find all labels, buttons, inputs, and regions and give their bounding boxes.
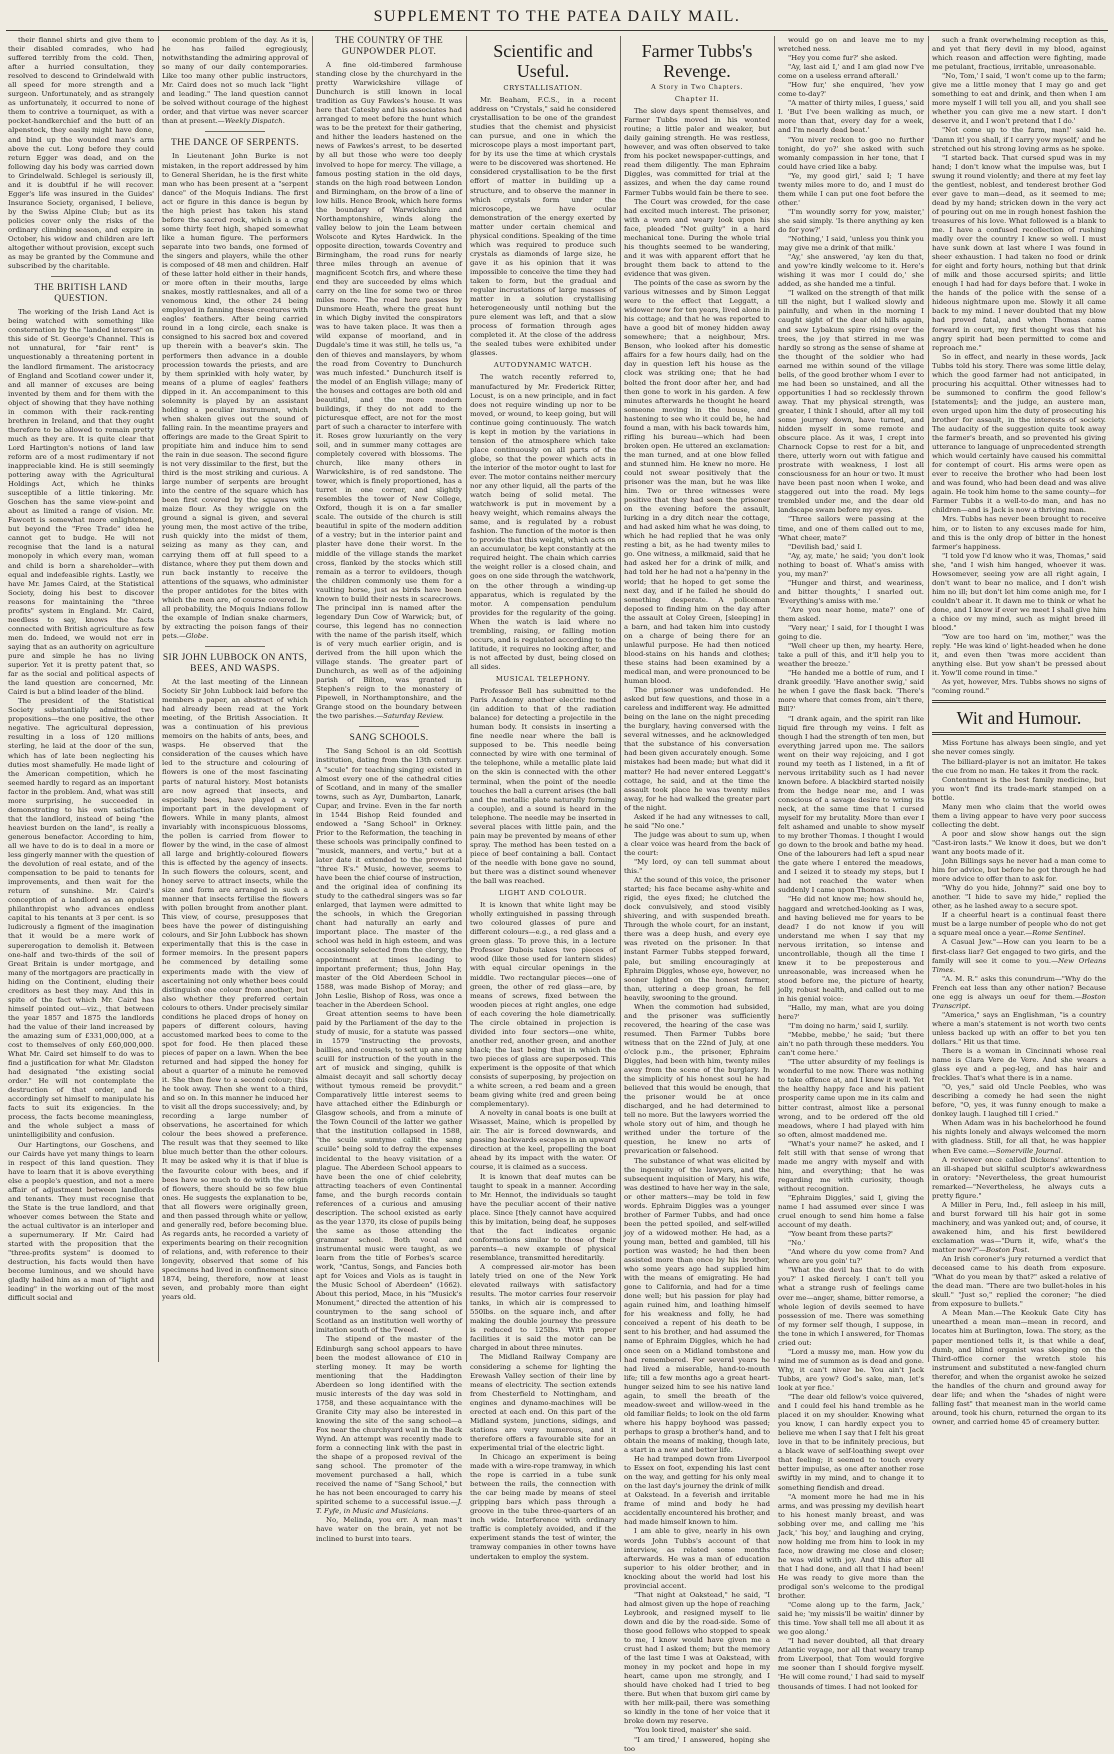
column-4 [470, 36, 616, 1561]
joke: "America," says an Englishman, "is a country where a man's statement is not worth two cents unless backed up with an offer to bet you ten dollars." Hit us that time. [932, 1010, 1106, 1046]
paragraph: "I had never doubted, all that dreary Atlantic voyage, nor all that weary tramp from Liverpool, that Tom would forgive me sooner than I should forgive myself. 'He will come round,' I had said to myself thousands of times. I had not looked for [778, 1637, 924, 1691]
column-divider [928, 36, 929, 1362]
paragraph: "My lord, oy can tell summat about this." [624, 857, 770, 876]
paragraph: "You niver reckon to goo no further tonight, do yo?' she asked with such womanly compassion in her tone, that I could have cried like a baby. [778, 135, 924, 171]
joke: A reviewer once called Dickens' attention to an ill-shaped but skilful sculptor's awkwardness in oratory: "Nevertheless, the great humourist remarked—"Nevertheless, he always cuts a pretty figure." [932, 1155, 1106, 1200]
divider [932, 700, 1106, 703]
paragraph: The judge was about to sum up, when a clear voice was heard from the back of the court: [624, 830, 770, 857]
paragraph: It is known that white light may be wholly extinguished in passing through two coloured glasses of pure and different colours—e.g., a red glass and a green glass. To prove this, in a lecture Professor Dubois takes two pieces of wood (like those used for lantern slides) with equal circular openings in the middle. Two rectangular pieces—one of green, the other of red glass—are, by means of screws, fixed between the wooden pieces at right angles, one edge of each covering the hole diametrically. The circle obtained in projection is divided into four sectors—one white, another red, another green, and another black; the last being that in which the two pieces of glass are superposed. This experiment is the opposite of that which consists of superposing, by projection on a white screen, a red beam and a green beam giving white (red and green being complementary). [470, 901, 616, 1109]
paragraph: When the commotion had subsided, and the prisoner was sufficiently recovered, the hearing of the case was resumed. Then Farmer Tubbs bore witness that on the 22nd of July, at one o'clock p.m., the prisoner, Ephraim Diggles, had been with him, twenty miles away from the scene of the burglary. In the simplicity of his honest soul he had believed that this would be enough, that the prisoner would be at once discharged, and he had determined to tell no more. But the lawyers worried the whole story out of him, and though he writhed under the torture of the question, he knew no arts of prevarication or falsehood. [624, 1002, 770, 1156]
paragraph: "I walked on the strength of that milk till the night, but I walked slowly and painfully, and when in the morning I caught sight of the dear old hills again, and saw Lybakum spire rising over the trees, the joy that stirred in me was hardly so strong as the sense of shame at the thought of the soldier who had earned me within sound of the village bells, of the good brother whom I ever to me had been so unstained, and all the opportunities I had so recklessly thrown away. That my physical strength, was greater, I think I should, after all my toil some journey down, have turned, and hidden myself in some remote and obscure place. As it was, I crept into Charnock Copse to rest for a bit, and there, utterly worn out with fatigue and prostrate with weakness, I lost all consciousness for an hour or two. It must have been past noon when I woke, and staggered out into the road. My legs trembled under me, and the dear old landscape swam before my eyes. [778, 289, 924, 515]
paragraph: "No.' [788, 1239, 806, 1248]
paragraph: "I'm doing no harm,' said I, surlily. [788, 1022, 909, 1031]
paragraph: The substance of what was elicited by the ingenuity of the lawyers, and the subsequent inquisition of Mary, his wife, was destined to have her way in the sale, or other matters—may be told in few words. Ephraim Diggles was a younger brother of Farmer Tubbs, and had once been the petted spoiled, and self-willed joy of a widowed mother. He had, as a young man, betted and gambled, till his portion was wasted; he had then been assisted more than once by his brother, who some years ago had supplied him with the means of emigrating. He had gone to California, and had for a time done well; but his passion for play had again ruined him, and loathing himself for his weakness and folly, he had conceived a repent of his death to be sent to his brother, and had assumed the name of Ephraim Diggles, which he had once seen on a Midland tombstone and had remembered. For several years he had lived a miserable, hand-to-mouth life; till a few months ago a great heart-hunger seized him to see his native land again, to smell the breath of the meadow-sweet and willow-weed in the old familiar fields; to look on the old farm where his happy boyhood was passed; perhaps to grasp a brother's hand, and to obtain the means of making, though late, a start in a new and better life. [624, 1156, 770, 1455]
paragraph: such a frank overwhelming reception as this, and yet that fiery devil in my blood, against which reason and affection were fighting, made me petulant, fractious, irritable, unreasonable. [932, 36, 1106, 72]
paragraph [162, 152, 308, 641]
subheading: AUTODYNAMIC WATCH. [493, 361, 593, 370]
joke [932, 911, 1106, 938]
source-credit: Somerville Journal. [995, 1146, 1064, 1155]
paragraph: "Ye, my good girl,' said I; 'I have twenty miles more to do, and I must do them while I can put one foot before the other.' [778, 171, 924, 207]
paragraph: The points of the case as sworn by the various witnesses and by Simon Leggat were to the effect that Leggatt, a widower now for ten years, lived alone in his cottage; and that he was reported to have a good bit of money hidden away somewhere; that a neighbour, Mrs. Benson, who looked after his domestic affairs for a few hours daily, had on the day in question left his house as the clock was striking one; that he had bolted the front door after her, and had then gone to work in his garden. A few minutes afterwards he thought he heard someone moving in the house, and hastening to see who it could be, he had found a man, with his back towards him, rifling his bureau—which had been broken open. He uttered an exclamation: the man turned, and at one blow felled and stunned him. He knew no more. He could not swear positively that the prisoner was the man, but he was like him. Two or three witnesses were positive that they had seen the prisoner on the evening before the assault, lurking in a dry ditch near the cottage, and had asked him what he was doing, to which he had replied that he was only resting a bit, as he had twenty miles to go. One witness, a milkmaid, said that he had asked her for a drink of milk, and had told her he had not a ha'penny in the world; that he hoped to get some the next day, and if he failed he should do something desperate. A policeman deposed to finding him on the day after the assault at Coley Green, [sleeping] in a barn, and had taken him into custody on a charge of being there for an unlawful purpose. He had then noticed blood-stains on his hands and clothes; these stains had been examined by a medical man, and were pronounced to be human blood. [624, 278, 770, 686]
joke-text: "A. M. R." asks this conundrum—"Why do the French eat less than any other nation? Because one egg is always un oeuf for them.— [932, 974, 1106, 1001]
divider [359, 726, 419, 727]
column-divider [158, 36, 159, 1362]
paragraph: "Hallo, my man, what are you doing here?' [778, 1004, 924, 1022]
paragraph: Professor Bell has submitted to the Paris Academy another electric method (in addition to that of the radiation balance) for detecting a projectile in the human body. It consists in inserting a fine needle near where the ball is supposed to be. This needle being connected by wire with one terminal of the telephone, while a metallic plate laid on the skin is connected with the other terminal, when the point of the needle touches the ball a current arises (the ball and the metallic plate naturally forming a couple), and a sound is heard in the telephone. The needle may be inserted in several places with little pain, and the pain may be prevented by means of ether spray. The method has been tested on a piece of beef containing a ball. Contact of the needle with bone gave no sound, but there was a distinct sound whenever the ball was reached. [470, 687, 616, 886]
paragraph: "A matter of thirty miles, I guess,' said I. 'But I've been walking as much, or more than that, every day for a week, and I'm nearly dead beat.' [778, 99, 924, 135]
paragraph: "And where du yow come from? And where are you goin' tu?' [778, 1248, 924, 1266]
paragraph: "Nothing,' I said, 'unless you think you may give me a drink of that milk.' [778, 235, 924, 253]
paragraph: "Hey you come fur?' she asked. [788, 54, 898, 63]
paragraph: He had tramped down from Liverpool to Essex on foot, expending his last cent on the way, and getting for his only meal on the last day's journey the drink of milk at Oakstead. In a feverish and irritable frame of mind and body he had accidentally encountered his brother, and had made himself known to him. [624, 1455, 770, 1527]
paragraph: The slow days spent themselves, and Farmer Tubbs moved in his wonted routine; a little paler and weaker, but daily gaining strength. He was restless, however, and was often observed to take from his pocket newspaper-cuttings, and read them diligently. The man Ephraim Diggles, was committed for trial at the assizes, and when the day came round Farmer Tubbs would fain be there to see. [624, 107, 770, 197]
paragraph: The prisoner was undefended. He asked but few questions, and those in a careless and indifferent way. He admitted being on the lane on the night preceding the burglary, having conversed with the several witnesses, and he acknowledged that the substance of his conversation had been given accurately enough. Some mistakes had been made; but what did it matter? He had never entered Leggatt's cottage, he said, and at the time the assault took place he was twenty miles away, for he had walked the greater part of the night. [624, 686, 770, 812]
paragraph: The watch recently referred to, manufactured by Mr. Frederick Ritter, Locust, is on a new principle, and in fact does not require winding up nor to be moved, or wound, to keep going, but will continue going continuously. The watch is kept in motion by the variations in tension of the atmosphere which take place continuously on all parts of the globe, so that the power which acts in the interior of the motor ought to last for ever. The motor contains neither mercury nor any other liquid, all the parts of the watch being of solid metal. The watchwork is put in movement by a heavy weight, which remains always the same, and is regulated by a robust fashion. The function of the motor is then to provide that this weight, which acts on an accumulator, be kept constantly at the required height. The chain which carries the weight roller is a closed chain, and goes on one side through the watchwork, on the other through a winding-up apparatus, which is regulated by the motor. A compensation pendulum provides for the regularity of the going. When the watch is laid where no trembling, raising, or falling motion occurs, and is regulated according to the latitude, it requires no looking after, and is not affected by dust, being closed on all sides. [470, 373, 616, 671]
paragraph-text: economic problem of the day. As it is, he has failed egregiously, notwithstanding the admiring approval of so many of our daily contemporaries. Like too many other public instructors, Mr. Caird does not so much lack "light and leading." The land question cannot be solved without courage of the highest order, and that virtue was never scarcer than at present.— [162, 36, 308, 126]
column-5 [624, 36, 770, 1753]
paragraph: No, Melinda, you err. A man mas't have water on the brain, yet not be inclined to burst into tears. [316, 1516, 462, 1543]
paragraph [316, 61, 462, 721]
joke [932, 938, 1106, 974]
source-credit: Saturday Review. [383, 712, 444, 721]
source-credit: Boston Post. [985, 1246, 1030, 1255]
paragraph: The Court was crowded, for the case had excited much interest. The prisoner, with a worn and weary look upon his face, pleaded "Not guilty" in a hard mechanical tone. During the whole trial his thoughts seemed to be wandering, and it was with apparent effort that he brought them back to attend to the evidence that was given. [624, 197, 770, 278]
paragraph: "Devilish bad,' said I. [788, 542, 863, 551]
joke: Contentment is the best family medicine, but you won't find its trade-mark stamped on a bottle. [932, 775, 1106, 802]
paragraph: A novelty in canal boats is one built at Wisasset, Maine, which is propelled by air. The air is forced downwards, and passing backwards escapes in an upward direction at the keel, propelling the boat ahead by its impact with the water. Of course, it is claimed as a success. [470, 1109, 616, 1172]
joke: An Irish coroner's jury returned a verdict that deceased came to his death from exposure. "What do you mean by that?" asked a relative of the dead man. "There are two bullet-holes in his skull." "Just so," replied the coroner; "he died from exposure to bullets." [932, 1255, 1106, 1309]
column-6 [778, 36, 924, 1691]
paragraph: "Mebbe, mebbe,' he said; 'but there ain't no path through these medders. You can't come here.' [778, 1031, 924, 1058]
paragraph: "Hunger and thirst, and weariness, and bitter thoughts,' I snarled out. 'Everything's amiss with me.' [778, 578, 924, 605]
column-1 [8, 36, 154, 1362]
source-credit: Rome Sentinel. [1032, 929, 1086, 938]
source-credit: Weekly Dispatch. [224, 117, 285, 126]
divider [205, 131, 265, 132]
joke: There is a woman in Cincinnati whose real name is Clara Vere de Vere. And she wears a glass eye and a peg-leg, and has hair and freckles. That's what there is in a name. [932, 1047, 1106, 1083]
joke [932, 1119, 1106, 1155]
paragraph: At the sound of this voice, the prisoner started; his face became ashy-white and rigid, the eyes fixed; he clutched the dock convulsively, and stood visibly shivering, and with suspended breath. Through the whole court, for an instant, there was a deep hush, and every eye was riveted on the prisoner. In that instant Farmer Tubbs stepped forward, pale, but smiling encouragingly at Ephraim Diggles, whose eye, however, no sooner lighted on the honest farmer, than, uttering a deep groan, he fell heavily, swooning to the ground. [624, 876, 770, 1002]
paragraph: "That night at Oakstead," he said, "I had almost given up the hope of reaching Leybrook, and resigned myself to lie down and die by the road-side. Some of those good fellows who stopped to speak to me, I know would have given me a crust had I asked them; but the memory of the last time I was at Oakstead, with money in my pocket and hope in my heart, came upon me strongly, and I should have choked had I tried to beg there. But when that buxom girl came by with her milk-pail, there was something so kindly in the tone of her voice that it broke down my reserve. [624, 1590, 770, 1726]
paragraph: "Ay,' she answered, 'ay ken du that, and yow're kindly welcome to it. Here's wishing it was mor I could do,' she added, as she handed me a tinful. [778, 253, 924, 289]
paragraph: "Three sailors were passing at the time, and one of them called out to me, 'What cheer, mate?' [778, 515, 924, 542]
subheading: MUSICAL TELEPHONY. [495, 675, 591, 683]
article-heading: THE BRITISH LAND QUESTION. [34, 283, 128, 305]
paragraph-text: The stipend of the master of the Edinburgh sang school appears to have been the modest allowance of £10 in sterling money. It may be worth mentioning that the Haddington Aberdeen so long identified with the music interests of the day was sold in 1758, and these acquaintance with the Granite City may also be interested in knowing the site of the sang school—a Fox near the churchyard wall in the Back Wynd. An attempt was recently made to form a connecting link with the past in the shape of a proposed revival of the sang school. The promoter of the movement purchased a hall, which received the name of "Sang School," but he has not been encouraged to carry his spirited scheme to a successful issue.— [316, 1335, 462, 1507]
column-divider [620, 36, 621, 1362]
joke: A poor and slow show hangs out the sign "Cast-iron lasts." We know it does, but we don't want any boots made of it. [932, 829, 1106, 856]
paragraph: "Ay, ay, mate,' he said; 'you don't look nothing to boast of. What's amiss with you, my man?' [778, 551, 924, 578]
source-credit: Boston Transcript. [932, 992, 1106, 1010]
section-title: Wit and Humour. [956, 708, 1082, 729]
paragraph: In Chicago an experiment is being made with a wire-rope tramway, in which the rope is carried in a tube sunk between the rails, the connection with the car being made by means of steel gripping bars which pass through a groove in the tube three-quarters of an inch wide. Interference with ordinary traffic is completely avoided, and if the experiment stands the test of winter, the tramway companies in other towns have undertaken to employ the system. [470, 1452, 616, 1561]
joke [932, 975, 1106, 1011]
column-divider [466, 36, 467, 1362]
column-2 [162, 36, 308, 1362]
article-heading: SIR JOHN LUBBOCK ON ANTS, BEES, AND WASPS. [162, 653, 308, 674]
paragraph: It is known that deaf mutes can be taught to speak in a manner. According to Mr. Hennot, the individuals so taught have the peculiar accent of their native place. Since [the]y cannot have acquired this by imitation, being deaf, he supposes that the fact indicates organic conformations similar to those of their parents—a new example of physical resemblance, transmitted hereditarily. [470, 1172, 616, 1262]
article-heading: THE COUNTRY OF THE GUNPOWDER PLOT. [334, 36, 444, 57]
chapter-heading: Chapter II. [674, 95, 720, 104]
paragraph: At the last meeting of the Linnean Society Sir John Lubbock laid before the members a paper, an abstract of which had already been read at the York meeting, of the British Association. It was a continuation of his previous memoirs on the habits of ants, bees, and wasps. He observed that the consideration of the causes which have led to the structure and colouring of flowers is one of the most fascinating parts of natural history. Most botanists are now agreed that insects, and especially bees, have played a very important part in the development of flowers. While in many plants, almost invariably with inconspicuous blossoms, the pollen is carried from flower to flower by the wind, in the case of almost all large and brightly-coloured flowers this is effected by the agency of insects. In such flowers the colours, scent, and honey serve to attract insects, while the size and form are arranged in such a manner that insects fertilise the flowers with pollen brought from another plant. This view, of course, presupposes that bees have the power of distinguishing colours, and Sir John Lubbock has shown experimentally that this is the case in former memoirs. In the present papers he commenced by detailing some experiments made with the view of ascertaining not only whether bees could distinguish one colour from another, but also whether they preferred certain colours to others. Under precisely similar conditions he placed drops of honey on papers of different colours, having accustomed marked bees to come to the spot for food. He then placed these pieces of paper on a lawn. When the bee returned and had sipped the honey for about a quarter of a minute he removed it. She then flew to a second colour; this he took away. Then she went to a third, and so on. In this manner he induced her to visit all the drops successively; and, by recording a large number of observations, he ascertained for which colour the bees showed a preference. The result was that they seemed to like blue much better than the other colours. It may be asked why it is that if blue is the favourite colour with bees, and if bees have so much to do with the origin of flowers, there should be so few blue ones. He suggests the explanation to be, that all flowers were originally green, and then passed through white or yellow, and generally red, before becoming blue. As regards ants, he recorded a variety of experiments bearing on their recognition of relations, and, with reference to their longevity, observed that some of his specimens had lived in confinement since 1874, being, therefore, now at least seven, and probably more than eight years old. [162, 678, 308, 1302]
joke: "Why do you hide, Johnny?" said one boy to another. "I hide to save my hide," replied the other, as he lashed away to a secure spot. [932, 884, 1106, 911]
paragraph: would go on and leave me to my wretched ness. [778, 36, 924, 54]
paragraph [162, 36, 308, 126]
joke [932, 1201, 1106, 1255]
paragraph: "I told yow I'd know who it was, Thomas," said she, "and I wish him hanged, whoever it was. Howsomever, seeing yow are all right again, I don't want to bear no malice, and I don't wish him no ill; but don't let him come anigh me, for I couldn't abear it. It dawn me to think or what he done, and I know if ever we meet I shall give him a chice ov my mind, such as might breed ill blood." [932, 551, 1106, 633]
paragraph: "Are you near home, mate?' one of them asked. [778, 605, 924, 623]
paragraph: "Ay, last aid I,' and I am glad now I've come on a useless errand afterall.' [778, 63, 924, 81]
paragraph: "Yow are too hard on 'im, mother," was the reply. "He was kind o' light-headed when he done it, and even then 'twas more accident than anything else. But yow shan't be pressed about it. Yow'll come round in time." [932, 633, 1106, 678]
paragraph: "No, Tom,' I said, 'I won't come up to the farm; give me a little money that I may go and get something to eat and drink, and then when I am more myself I will tell you all, and you shall see whether you can give me a new start. I don't deserve it, and I won't pretend that I do.' [932, 72, 1106, 126]
subheading: CRYSTALLISATION. [503, 84, 583, 92]
paragraph: "What's your name?' he asked, and I felt still with that sense of wrong that made me angry with myself and with him, and everything; that he was regarding me with curiosity, though without recognition. [778, 1139, 924, 1193]
paragraph: "I started back. That cursed spud was in my hand; I don't know what the impulse was, but I swung it round violently; and there at my feet lay the gentlest, noblest, and tenderest brother God ever gave to man—dead, as it seemed to me; dead by my hand; stricken down in the very act of pouring out on me in rough honest fashion the treasures of his love. What followed is a blank to me. I have a confused recollection of rushing madly over the country I knew so well. I must have sunk down at last where I was found in sheer exhaustion. I had taken no food or drink for eight and forty hours, nothing but that drink of milk and those accursed spirits; and little enough I had had for days before that. I woke in the hands of the police with the sense of a hideous nightmare upon me. Slowly it all came back to my mind. I never doubted that my blow had proved fatal, and when Thomas came forward in court, my first thought was that his angry spirit had been permitted to come and reproach me." [932, 153, 1106, 352]
paragraph: "You look tired, maister' she said. [634, 1726, 752, 1735]
paragraph-text: A fine old-timbered farmhouse standing close by the churchyard in the pretty Warwickshire village of Dunchurch is still known in local tradition as Guy Fawkes's house. It was here that Catesby and his associates had arranged to meet before the hunt which was to be the pretext for their gathering, and hither the leaders hastened on the news of Fawkes's arrest, to be deserted by all but those who were too deeply involved to hope for mercy. The village, a famous posting station in the old days, stands on the high road between London and Birmingham, on the brow of a line of low hills. Hence Brook, which here forms the boundary of Warwickshire and Northamptonshire, winds along the valley below to join the Leam between Wolscote and Kytes Hardwick. In the opposite direction, towards Coventry and Birmingham, the road runs for nearly three miles through an avenue of magnificent Scotch firs, and where these end they are succeeded by elms which carry on the line for some two or three miles more. The road here passes by Dunsmore Heath, where the great hunt in which Digby invited the conspirators was to have taken place. It was then a wild expanse of moorland, and in Dugdale's time it was still, he tells us, "a den of thieves and manslayers, by whom the road from Coventry to Dunchurch was much infested." Dunchurch itself is the model of an English village; many of the houses and cottages are both old and beautiful, and the more modern buildings, if they do not add to the picturesque effect, are not for the most part of such a character to interfere with it. Roses grow luxuriantly on the very soil, and in summer many cottages are completely covered with blossoms. The church, like many others in Warwickshire, is of red sandstone. The tower, which is finely proportioned, has a turret in one corner, and slightly resembles the tower of New College, Oxford, though it is on a far smaller scale. The outside of the church is still beautiful in spite of the modern addition of a vestry; but in the interior paint and plaster have done their worst. In the middle of the village stands the market cross, flanked by the stocks which still remain as a terror to evildoers, though the children commonly use them for a vaulting horse, just as birds have been known to build their nests in scarecrows. The principal inn is named after the legendary Dun Cow of Warwick; but, of course, this legend has no connection with the name of the parish itself, which is of very much earlier origin, and is derived from the hill upon which the village stands. The greater part of Dunchurch, as well as of the adjoining parish of Bilton, was granted in Stephen's reign to the monastery of Pipewell, in Northamptonshire, and the Grange stood on the boundary between the two parishes.— [316, 61, 462, 721]
paragraph: "I am tired,' I answered, hoping she too [624, 1735, 770, 1753]
paragraph-text: In Lieutenant John Burke is not mistaken, in the report addressed by him to General Sheridan, he is the first white man who has been present at a "serpent dance" of the Moquis Indians. The first act or figure in this dance is begun by the high priest has taken his stand before the sacred rock, which is a crag some thirty feet high, shaped somewhat like a human figure. The performers separate into two bands, one formed of the singers and players, while the other is composed of 48 men and children. Half of these latter hold either in their hands, or more often in their mouths, large snakes, mostly rattlesnakes, and all of a venomous kind, the other 24 being employed in fanning these creatures with eagles' feathers. After being carried round in a long circle, each snake is consigned to his sacred box and covered up therein with a beaver's skin. The performers then advance in a double procession towards the priests, and are by them sprinkled with holy water, by means of a plume of eagles' feathers dipped in it. An accompaniment to this solemnity is played by an assistant holding a peculiar instrument, which when shaken gives out the sound of falling rain. In the meantime prayers and offerings are made to the Great Spirit to propitiate him and induce him to send the rain in due season. The second figure is not very dissimilar to the first, but the third is the most striking and curious. A large number of serpents are brought into the centre of the square which has been first covered by the squaws with maize flour. As they wriggle on the ground a signal is given, and several young men, the most active of the tribe, rush quickly into the midst of them, seizing as many as they can, and carrying them off at full speed to a distance, where they put them down and run back instantly to receive the attentions of the squaws, who administer the proper antidotes for the bites with which the men are, of course covered. In all probability, the Moquis Indians follow the example of Indian snake charmers, by extracting the poison fangs of their pets.— [162, 152, 308, 640]
joke-text: A Casual Jew."—How can you learn to be a first-class liar? Get engaged to two girls, and the family will see it come to you.— [932, 938, 1106, 965]
paragraph: "Ephraim Diggles,' said I, giving the name I had assumed ever since I was cruel enough to send him home a false account of my death. [778, 1194, 924, 1230]
story-subtitle: A Story in Two Chapters. [650, 83, 744, 91]
column-divider [774, 36, 775, 1362]
paragraph: "Not come up to the farm, man!' said he. 'Damn it! you shall, if I carry yow myself,' and he stretched out his strong loving arms as he spoke. [932, 126, 1106, 153]
divider [205, 646, 265, 647]
paragraph: "Yow beant from these parts?' [788, 1230, 893, 1239]
joke-text: When Adam was in his bachelorhood he found his nights lonely and always welcomed the morn with gladness. Still, for all that, he was happier when Eve came.— [932, 1119, 1106, 1155]
subheading: LIGHT AND COLOUR. [499, 889, 587, 898]
joke: "O, yes," said old Uncle Peebles, who was describing a comedy he had seen the night before, "O, yes, it was funny enough to make a donkey laugh. I laughed till I cried." [932, 1083, 1106, 1119]
paragraph: "I drank again, and the spirit ran like liquid fire through my veins. I felt as though I had the strength of ten men, but everything jarred upon me. The sailors went on their way rejoicing, and I got round my teeth as I listened, in a fit of nervous irritability such as I had never known before. A blackbird started noisily from the hedge near me, and I was conscious of a savage desire to wring its neck, at the same time that I cursed myself for my brutality. More than ever I felt ashamed and unable to show myself to my brother Thomas. I thought I would go down to the brook and bathe my head. One of the labourers had left a spud near the gate where I entered the meadows, and I seized it to steady my steps, but I had not reached the water when suddenly I came upon Thomas. [778, 714, 924, 895]
paragraph: Asked if he had any witnesses to call, he said "No one." [624, 812, 770, 830]
paragraph: "How fur,' she enquired, 'hev yow come to-day?' [778, 81, 924, 99]
paragraph: "Come along up to the farm, Jack,' said he; 'my missis'll be waitin' dinner by this time. Yow shall tell me all about it as we goo along.' [778, 1601, 924, 1637]
paragraph [316, 1335, 462, 1516]
column-3 [316, 36, 462, 1543]
paragraph: "A moment more he had me in his arms, and was pressing my devilish heart to his honest manly breast, and was sobbing over me, and calling me 'his Jack,' 'his boy,' and laughing and crying, now holding me from him to look in my face, now drawing me close and closer; he was wild with joy. And this after all that I had done, and all that I had been! He was ready to give more than the prodigal son's welcome to the prodigal brother. [778, 1492, 924, 1601]
paragraph: As yet, however, Mrs. Tubbs shows no signs of "coming round." [932, 678, 1106, 696]
article-heading: SANG SCHOOLS. [349, 733, 429, 744]
joke-text: If a cheerful heart is a continual feast there must be a large number of people who do not get a square meal once a year.— [932, 911, 1106, 938]
paragraph: Great attention seems to have been paid by the Parliament of the day to the study of music, for a statute was passed in 1579 "instructing the provosts, baillies, and counsels, to sett up ane sang scuill for instruction of the youth in the art of musick and singing, quhilk is almaist decayit and sall schortly decay without tymous remeid be provydit." Comparatively little interest seems to have attached either the Edinburgh or Glasgow schools, and from a minute of the Town Council of the latter we gather that the institution collapsed in 1588, "the scuile sumtyme callit the sang scuile" being sold to defray the expenses incidental to the heavy visitation of a plague. The Aberdeen School appears to have been the one of chief celebrity, attracting teachers of even Continental fame, and the burgh records contain references of a curious and amusing description. The school existed as early as the year 1370, its close of pupils being the same as those attending the grammar school. Both vocal and instrumental music were taught, as we learn from the title of Forbes's scarce work, "Cantus, Songs, and Fancies both apt for Voices and Viols as is taught in the Music School of Aberdeen" (1662). About this period, Mace, in his "Musick's Monument," directed the attention of his countrymen to the sang school of Scotland as an institution well worthy of imitation south of the Tweed. [316, 1009, 462, 1335]
paragraph: The working of the Irish Land Act is being watched with something like consternation by the "landed interest" on this side of St. George's Channel. This is not unnatural, for "fair rent" is unquestionably a threatening portent in the landlord firmament. The aristocracy of England and Scotland cower under it, and all manner of excuses are being invented by them and for them with the object of showing that they have nothing in common with their rack-renting brethren in Ireland, and that they ought therefore to be allowed to remain pretty much as they are. It is quite clear that Lord Hartington's notions of land law reform are of a most rudimentary if not inappreciable kind. He is still seemingly pottering away with the Agricultural Holdings Act, which he thinks susceptible of a little tinkering. Mr. Goschen has the same view-point and about as limited a range of vision. Mr. Fawcett is somewhat more enlightened, but beyond the "Free Trade" idea he cannot get to budge. He will not recognise that the land is a natural monopoly in which every man, woman and child is born a shareholder—with equal and indefeasible rights. Lastly, we have Mr. James Caird, at the Statistical Society, doing his best to discover reasons for maintaining the "three profits" system in England. Mr. Caird, needless to say, knows the facts connected with British agriculture as few men do. Indeed, we would not err in saying that as an authority on agriculture pure and simple he has no living superior. Yet it is pretty patent that, so far as the social and political aspects of the land question are concerned, Mr. Caird is but a blind leader of the blind. [8, 308, 154, 697]
paragraph: "He handed me a bottle of rum, and I drank greedily. 'Have another swig,' said he when I gave the flask back. 'There's more where that comes from, ain't there, Bill?' [778, 669, 924, 714]
paragraph: "What the devil has that to do with you?' I asked fiercely. I can't tell you what a strange rush of feelings came over me—anger, shame, bitter remorse, a whole legion of devils seemed to have possession of me. There was something of my former self though, I suppose, in the tone in which I answered, for Thomas cried out: [778, 1266, 924, 1347]
article-heading: THE DANCE OF SERPENTS. [170, 138, 300, 149]
joke: Many men who claim that the world owes them a living appear to have very poor success collecting the debt. [932, 802, 1106, 829]
joke: The billiard-player is not an imitator. He takes the cue from no man. He takes it from the rack. [932, 757, 1106, 775]
column-divider [312, 36, 313, 1362]
joke-text: A Miller in Peru, Ind., fell asleep in his mill, and burst forward till his hair got in some machinery, and was yanked out; and, of course, it awakened him, and his first bewildered exclamation was—"Durn it, wife, what's the matter now?"— [932, 1200, 1106, 1255]
column-7 [932, 36, 1106, 1426]
paragraph: "Very near,' I said, for I thought I was going to die. [778, 624, 924, 642]
source-credit: J. T. Fyfe, in Music and Musicians. [316, 1498, 462, 1516]
paragraph: The president of the Statistical Society substantially admitted two propositions—the one positive, the other negative. The agricultural depression, resulting in a loss of 120 millions sterling, he laid at the door of the sun, which has of late been neglecting his duties most shamefully. He made light of the American competition, which he seemed hardly to regard as an important factor in the problem. And, what was still more surprising, he succeeded in demonstrating to his own satisfaction that the landlord, instead of being "the heaviest burden on the land", is really a generous benefactor. According to him, all we have to do is to deal in a more or less gingerly manner with the question of the devolution of real estate, and of the compensation to be paid to tenants for improvements, and then wait for the return of sunshine. Mr. Caird's conception of a landlord as an opulent philanthropist who advances endless capital to his tenants at 3 per cent. is so ludicrously a figment of the imagination that it would be a mere work of supererogation to demolish it. Between one-half and two-thirds of the soil of Great Britain is under mortgage, and many of the mortgagors are practically in hiding on the Continent, eluding their creditors as best they may. And this in spite of the fact which Mr. Caird has himself pointed out—viz., that between the year 1857 and 1875 the landlords had the value of their land increased by the amazing sum of £331,000,000, at a cost to themselves of only £60,000,000. What Mr. Caird set himself to do was to find a justification for what Mr. Gladston had designated "the existing social order." He will not contemplate the destruction of that order, and he accordingly set himself to manipulate his facts to suit its exigencies. In the process, the facts become meaningless, and the whole subject a mass of unintelligibility and confusion. [8, 697, 154, 1140]
paragraph: "The dear old fellow's voice quivered, and I could feel his hand tremble as he placed it on my shoulder. Knowing what you know, I can hardly expect you to believe me when I say that I felt his great love in that to be infinitely precious, but a black wave of self-loathing swept over that feeling; it seemed to touch every better impulse, as one after another rose swiftly in my mind, and to change it to something fiendish and dread. [778, 1393, 924, 1492]
story-title: Farmer Tubbs's Revenge. [641, 41, 753, 81]
paragraph: "The utter absurdity of my feelings is wonderful to me now. There was nothing to take offence at, and I knew it well. Yet the healthy happy face and his patient prosperity came upon me in its calm and bitter contrast, almost like a personal wrong, and to be ordered off the old meadows, where I had played with him so often, almost maddened me. [778, 1058, 924, 1139]
paragraph: "Well cheer up then, my hearty. Here, take a pull of this, and it'll help you to weather the breeze.' [778, 642, 924, 669]
masthead: SUPPLEMENT TO THE PATEA DAILY MAIL. [373, 8, 741, 25]
paragraph: So in effect, and nearly in these words, Jack Tubbs told his story. There was some little delay, which the good farmer had not anticipated, in procuring his acquittal. Other witnesses had to be summoned to confirm the good fellow's [statements]; and the judge, an austere man, even urged upon him the duty of prosecuting his brother for assault, in the interests of society. The audacity of the suggestion quite took away the farmer's breath, and so prevented his giving utterance to language of unprecedented strength which would certainly have caused his committal for contempt of court. His arms were open as ever to receive the brother who had been lost and was found, who had been dead and was alive again. He took him home to the same county—for Farmer Tubbs it a well-to-do man, and has no children—and is Jack is now a thriving man. [932, 352, 1106, 515]
paragraph: The Midland Railway Company are considering a scheme for lighting the Erewash Valley section of their line by means of electricity. The section extends from Chesterfield to Nottingham, and engines and dynamo-machines will be erected at each end. On this part of the Midland system, junctions, sidings, and stations are very numerous, and it therefore offers a favourable site for an experimental trial of the electric light. [470, 1353, 616, 1452]
paragraph: A compressed air-motor has been lately tried on one of the New York elevated railways with satisfactory results. The motor carries four reservoir tanks, in which air is compressed to 550lbs. on the square inch, and after making the double journey the pressure is reduced to 125lbs. With proper facilities it is said the motor can be charged in about three minutes. [470, 1263, 616, 1353]
paragraph: "He did not know me; how should he, haggard and wretched-looking as I was, and having believed me for years to be dead? I do not know if you will understand me when I say that my nervous irritation, so intense and uncontrollable, though all the time I knew it to be preposterous and unreasonable, was increased when he stood before me, the picture of hearty, jolly, robust health, and called out to me in his genial voice: [778, 895, 924, 1003]
divider [51, 276, 111, 277]
paragraph: Mr. Beaham, F.C.S., in a recent address on "Crystals," said he considered crystallisation to be one of the grandest studies that the chemist and physicist can pursue, and one in which the microscope plays a most important part, for by its use the time at which crystals were to be discovered was shortened. He considered crystallisation to be the first effort of matter in building up a structure, and to observe the manner in which crystals form under the microscope, we have ocular demonstration of the energy exerted by matter under certain chemical and physical conditions. Speaking of the time which was required to produce such crystals as diamonds of large size, he gave it as his opinion that it was impossible to conceive the time they had taken to form, but the gradual and regular incrustations of large masses of matter in a solution crystallising heterogeneously until nothing but the pure element was left, and that a slow process of formation through ages completed it. At the close of the address the sealed tubes were exhibited under glasses. [470, 96, 616, 358]
paragraph: The Sang School is an old Scottish institution, dating from the 13th century. A "scule" for teaching singing existed in almost every one of the cathedral cities of Scotland, and in many of the smaller towns, such as Ayr, Dumbarton, Lanark, Cupar, and Irvine. Even in the far north in 1544 Bishop Reid founded and endowed a "Sang School" in Orkney. Prior to the Reformation, the teaching in these schools was principally confined to "musick, manners, and vertu," but at a later date it extended to the proverbial "three R's." Music, however, seems to have been the chief course of instruction, and the original idea of confining its study to the cathedral singers was so far enlarged, that laymen were admitted to the schools, in which the Gregorian chant had naturally an early and important place. The master of the school was held in high esteem, and was occasionally selected from the clergy, the appointment at times leading to important preferment; thus, John Hay, master of the Old Aberdeen School in 1588, was made Bishop of Moray; and John Leslie, Bishop of Ross, was once a teacher in the Aberdeen School. [316, 747, 462, 1009]
paragraph: I am able to give, nearly in his own words John Tubbs's account of that interview, as related some months afterwards. He was a man of education superior to his older brother, and in knocking about the world had lost his provincial accent. [624, 1527, 770, 1590]
source-credit: New Orleans Times. [932, 956, 1106, 974]
paragraph: "I'm woundly sorry for yow, maister,' she said simply. 'Is there anything ay ken do for yow?' [778, 207, 924, 234]
joke: A Mean Man.—The Keokuk Gate City has unearthed a mean man—mean in record, and locates him at Burlington, Iowa. The story, as the paper mentioned tells it, is that while a deaf, dumb, and blind organist was sleeping on the Third-office corner the wretch stole his instrument and substituted a new-fangled churn therefor, and when the organist awoke he seized the handles of the churn and ground away for dear life; and when the "shades of night were falling fast" that meanest man in the world came around, took his churn, returned the organ to its owner, and carried home 45 of creamery butter. [932, 1309, 1106, 1426]
paragraph: Our Hartingtons, our Goschens, and our Cairds have yet many things to learn in respect of this land question. They have to learn that it is above everything else a people's question, and not a mere affair of adjustment between landlords and tenants. They must recognise that the State is the true landlord, and that whoever comes between the State and the actual cultivator is an interloper and a supernumerary. If Mr. Caird had started with the proposition that the "three-profits system" is doomed to destruction, his facts would then have become luminous, and we should have gladly hailed him as a man of "light and leading" in the working out of the most difficult social and [8, 1140, 154, 1303]
paragraph: their flannel shirts and give them to their disabled comrades, who had suffered terribly from the cold. Then, after a hurried consultation, they resolved to descend to Grindelwald with all speed for more strength and a surgeon. Unfortunately, and as strangely as unfortunately, it occurred to none of them to contrive a tourniquet, as with a pocket-handkerchief and the butt of an alpenstock, they easily might have done, and bind up the wounded man's arm above the cut. Long before they could return Egger was dead, and on the following day his body was carried down to Grindelwald. Schlegel is seriously ill, and it is doubtful if he will recover. Egger's life was insured in the Guides' Insurance Society, organised, I believe, by the Swiss Alpine Club; but as its policies cover only the risks of the ordinary climbing season, and expire in October, his widow and children are left altogether without provision, except such as may be granted by the Commune and subscribed by the charitable. [8, 36, 154, 271]
paragraph: "Lord a mussy me, man. How yow du mind me of summon as is dead and gone. Why, it can't niver be. You ain't Jack Tubbs, are yow? God's sake, man, let's look at yer fice.' [778, 1347, 924, 1392]
joke: Miss Fortune has always been single, and yet she never comes singly. [932, 739, 1106, 757]
top-rule [6, 30, 1108, 31]
divider [932, 732, 1106, 735]
section-title: Scientific and Useful. [493, 41, 593, 81]
source-credit: Globe. [185, 631, 209, 640]
joke: John Billings says he never had a man come to him for advice, but before he got through he had more advice to offer than to ask for. [932, 857, 1106, 884]
paragraph: Mrs. Tubbs has never been brought to receive him, or to listen to any excuses made for him, and this is the only drop of bitter in the honest farmer's happiness. [932, 515, 1106, 551]
